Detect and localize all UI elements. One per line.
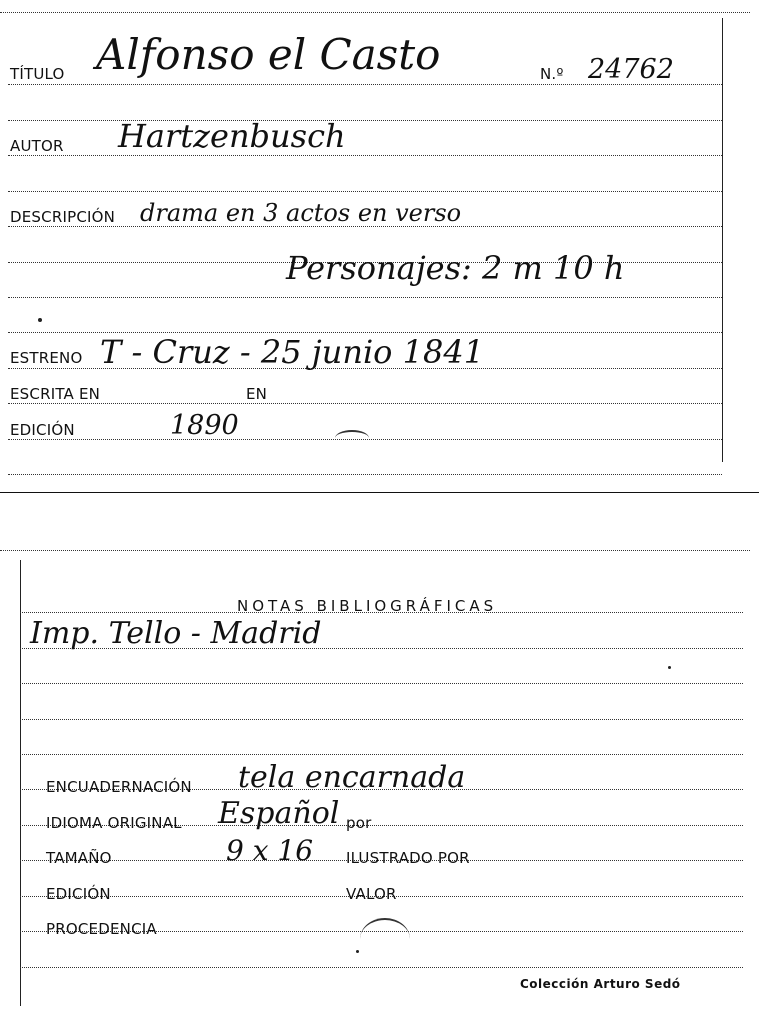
rule-line: [8, 120, 722, 121]
procedencia-label: PROCEDENCIA: [46, 920, 157, 938]
idioma-value: Español: [218, 796, 340, 831]
ink-speck: [38, 318, 42, 322]
rule-line: [20, 754, 743, 755]
left-margin-line: [20, 560, 21, 1006]
rule-line: [8, 403, 722, 404]
top-edge-line: [0, 550, 750, 551]
top-edge-line: [0, 12, 750, 13]
rule-line: [8, 297, 722, 298]
rule-line: [20, 967, 743, 968]
ink-blot: [335, 430, 369, 446]
descripcion-value: drama en 3 actos en verso: [140, 199, 462, 227]
estreno-value: T - Cruz - 25 junio 1841: [100, 333, 485, 371]
rule-line: [20, 612, 743, 613]
estreno-label: ESTRENO: [10, 349, 83, 367]
encuadernacion-label: ENCUADERNACIÓN: [46, 778, 192, 796]
rule-line: [8, 155, 722, 156]
notas-bibliograficas-title: NOTAS BIBLIOGRÁFICAS: [237, 597, 498, 615]
edicion-label: EDICIÓN: [10, 421, 75, 439]
numero-label: N.º: [540, 65, 564, 83]
titulo-label: TÍTULO: [10, 65, 65, 83]
personajes-value: Personajes: 2 m 10 h: [286, 249, 625, 287]
numero-value: 24762: [588, 54, 674, 85]
en-label: EN: [246, 385, 268, 403]
idioma-label: IDIOMA ORIGINAL: [46, 814, 182, 832]
descripcion-label: DESCRIPCIÓN: [10, 208, 116, 226]
ink-speck: [668, 666, 671, 669]
rule-line: [20, 719, 743, 720]
ink-blot: [360, 918, 410, 960]
right-margin-line: [722, 18, 723, 462]
escrita-en-label: ESCRITA EN: [10, 385, 101, 403]
tamano-value: 9 x 16: [226, 834, 314, 867]
autor-label: AUTOR: [10, 137, 64, 155]
autor-value: Hartzenbusch: [118, 117, 346, 155]
rule-line: [20, 683, 743, 684]
front-card: [0, 0, 759, 492]
titulo-value: Alfonso el Casto: [96, 30, 441, 79]
por-label: por: [346, 814, 372, 832]
coleccion-footer: Colección Arturo Sedó: [520, 977, 681, 991]
rule-line: [8, 474, 722, 475]
ilustrado-label: ILUSTRADO POR: [346, 849, 470, 867]
tamano-label: TAMAÑO: [46, 849, 112, 867]
notas-value: Imp. Tello - Madrid: [30, 616, 322, 651]
back-card: [0, 540, 759, 1028]
valor-label: VALOR: [346, 885, 397, 903]
edicion-value: 1890: [170, 410, 239, 441]
card-separator: [0, 492, 759, 493]
edicion-label: EDICIÓN: [46, 885, 111, 903]
ink-speck: [356, 950, 359, 953]
encuadernacion-value: tela encarnada: [238, 760, 466, 795]
rule-line: [8, 191, 722, 192]
